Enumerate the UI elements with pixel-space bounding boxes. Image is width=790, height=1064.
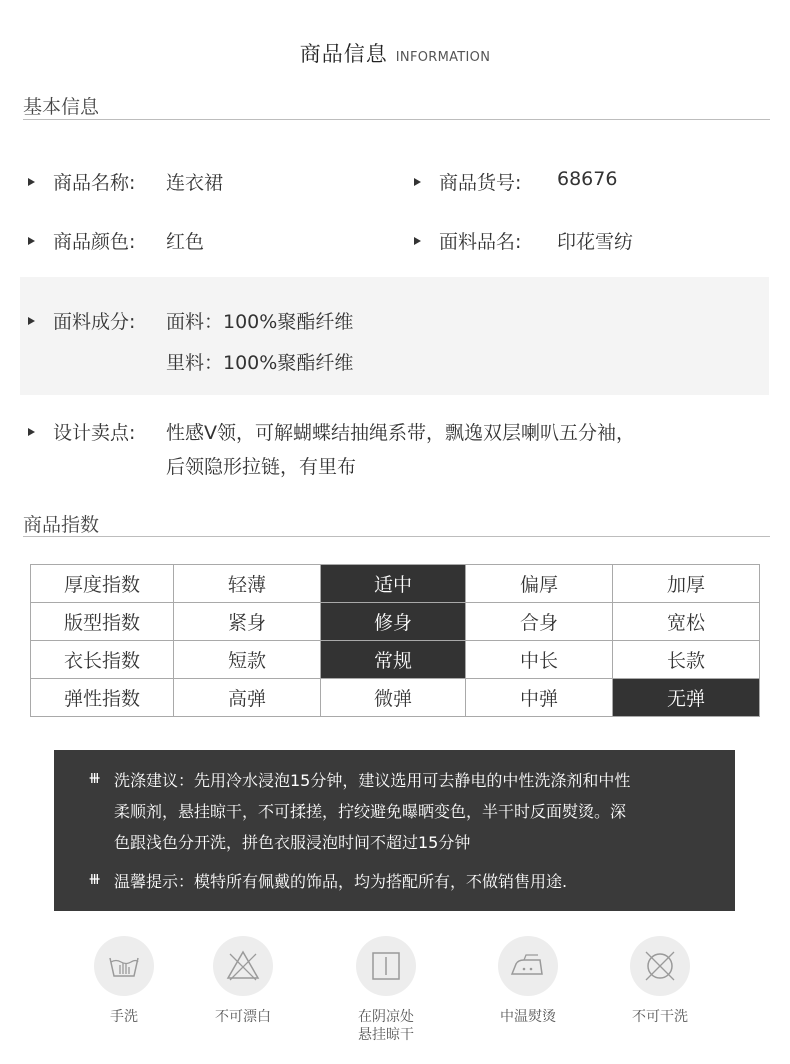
fabric-name-value: 印花雪纺 xyxy=(557,231,634,253)
page-header xyxy=(0,38,790,68)
product-name-value: 连衣裙 xyxy=(166,172,224,194)
index-row xyxy=(31,641,760,679)
iron-medium-label: 中温熨烫 xyxy=(500,1009,556,1025)
design-line-1: 性感V领，可解蝴蝶结抽绳系带，飘逸双层喇叭五分袖， xyxy=(166,422,635,444)
care-symbol-icon: ⧻ xyxy=(88,869,102,888)
index-option: 中弹 xyxy=(466,679,613,717)
index-option: 长款 xyxy=(613,641,760,679)
index-row-label: 弹性指数 xyxy=(31,679,174,717)
wash-advice-line-1: 洗涤建议：先用冷水浸泡15分钟，建议选用可去静电的中性洗涤剂和中性 xyxy=(114,771,631,790)
bullet-triangle-icon xyxy=(28,428,35,436)
page-subtitle: INFORMATION xyxy=(395,50,491,65)
wash-advice-line-3: 色跟浅色分开洗，拼色衣服浸泡时间不超过15分钟 xyxy=(114,833,471,852)
care-symbol-icon: ⧻ xyxy=(88,768,102,787)
index-row xyxy=(31,679,760,717)
product-index-title: 商品指数 xyxy=(23,514,100,536)
index-option: 加厚 xyxy=(613,565,760,603)
index-option: 宽松 xyxy=(613,603,760,641)
fabric-name-label: 面料品名: xyxy=(439,231,522,253)
basic-info-divider xyxy=(23,119,770,120)
product-sku-label: 商品货号: xyxy=(439,172,522,194)
no-bleach-label: 不可漂白 xyxy=(215,1009,271,1025)
composition-outer: 面料：100%聚酯纤维 xyxy=(166,311,354,333)
composition-lining: 里料：100%聚酯纤维 xyxy=(166,352,354,374)
bullet-triangle-icon xyxy=(28,237,35,245)
bullet-triangle-icon xyxy=(28,178,35,186)
bullet-triangle-icon xyxy=(414,237,421,245)
index-option: 偏厚 xyxy=(466,565,613,603)
page-title: 商品信息 xyxy=(299,42,388,66)
index-option-selected: 无弹 xyxy=(613,679,760,717)
product-sku-value: 68676 xyxy=(557,168,618,190)
design-line-2: 后领隐形拉链，有里布 xyxy=(166,456,357,478)
index-option: 微弹 xyxy=(321,679,466,717)
no-dry-clean-label: 不可干洗 xyxy=(632,1009,688,1025)
index-option: 合身 xyxy=(466,603,613,641)
index-row-label: 厚度指数 xyxy=(31,565,174,603)
line-dry-shade-label-2: 悬挂晾干 xyxy=(358,1027,414,1043)
hand-wash-label: 手洗 xyxy=(110,1009,138,1025)
product-index-divider xyxy=(23,536,770,537)
composition-field xyxy=(28,307,135,334)
care-instructions-box xyxy=(54,750,735,911)
product-index-table xyxy=(30,564,760,717)
no-dry-clean-icon xyxy=(630,936,690,996)
index-option: 紧身 xyxy=(174,603,321,641)
bullet-triangle-icon xyxy=(28,317,35,325)
product-color-value: 红色 xyxy=(166,231,205,253)
product-color-field xyxy=(28,227,135,254)
product-color-label: 商品颜色: xyxy=(53,231,136,253)
index-option: 高弹 xyxy=(174,679,321,717)
hand-wash-icon xyxy=(94,936,154,996)
composition-label: 面料成分: xyxy=(53,311,136,333)
product-name-field xyxy=(28,168,135,195)
no-bleach-icon xyxy=(213,936,273,996)
index-option: 中长 xyxy=(466,641,613,679)
fabric-name-field xyxy=(414,227,521,254)
composition-band xyxy=(20,277,769,395)
index-row-label: 版型指数 xyxy=(31,603,174,641)
product-name-label: 商品名称: xyxy=(53,172,136,194)
index-option-selected: 修身 xyxy=(321,603,466,641)
design-label: 设计卖点: xyxy=(53,422,136,444)
design-field xyxy=(28,418,135,445)
index-option-selected: 适中 xyxy=(321,565,466,603)
index-option: 轻薄 xyxy=(174,565,321,603)
wash-advice-line-2: 柔顺剂，悬挂晾干，不可揉搓，拧绞避免曝晒变色，半干时反面熨烫。深 xyxy=(114,802,627,821)
line-dry-shade-label-1: 在阴凉处 xyxy=(358,1009,414,1025)
tip-line: 温馨提示：模特所有佩戴的饰品，均为搭配所有，不做销售用途. xyxy=(114,872,568,891)
line-dry-shade-icon xyxy=(356,936,416,996)
bullet-triangle-icon xyxy=(414,178,421,186)
iron-medium-icon xyxy=(498,936,558,996)
product-sku-field xyxy=(414,168,521,195)
index-row xyxy=(31,565,760,603)
index-option-selected: 常规 xyxy=(321,641,466,679)
index-row-label: 衣长指数 xyxy=(31,641,174,679)
basic-info-title: 基本信息 xyxy=(23,96,100,118)
index-option: 短款 xyxy=(174,641,321,679)
index-row xyxy=(31,603,760,641)
